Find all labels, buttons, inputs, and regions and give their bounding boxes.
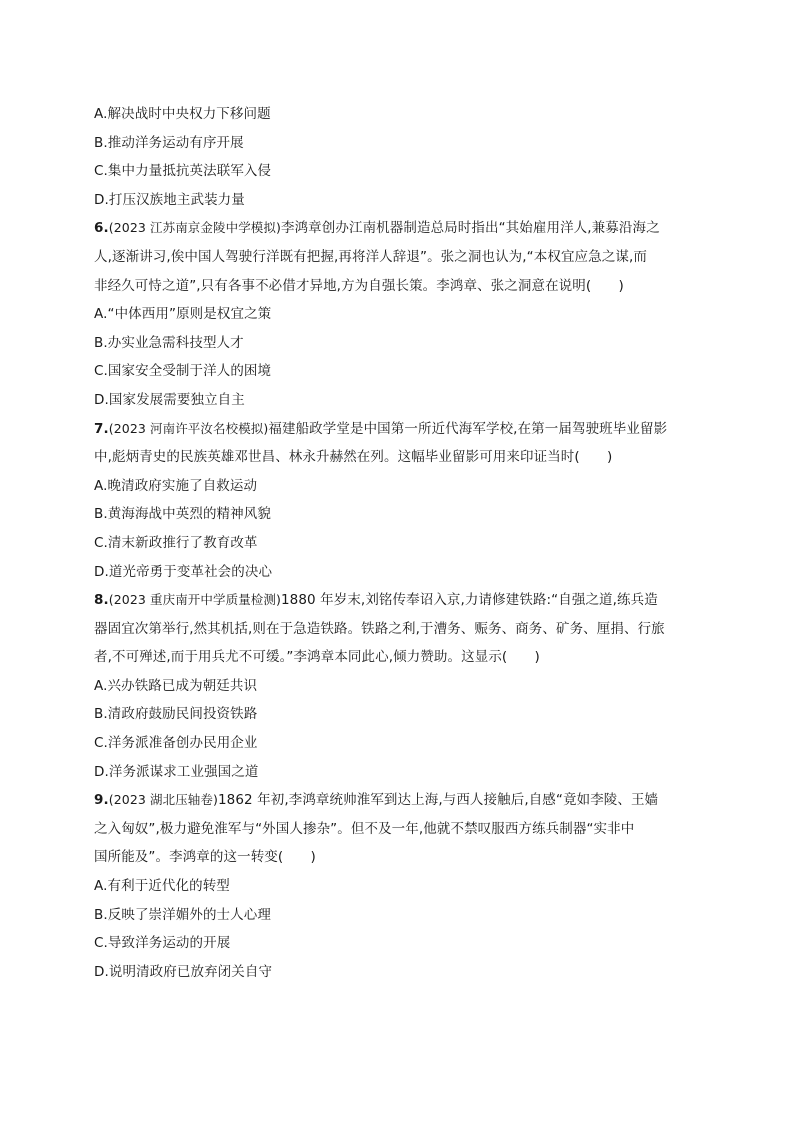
q5-option-a: A.解决战时中央权力下移问题 [94, 106, 271, 122]
q8-stem-line-3: 者,不可殚述,而于用兵尤不可缓。”李鸿章本同此心,倾力赞助。这显示( ) [94, 649, 540, 666]
q6-number: 6. [94, 220, 109, 237]
q9-option-b: B.反映了崇洋媚外的士人心理 [94, 906, 271, 923]
q9-option-c: C.导致洋务运动的开展 [94, 935, 231, 952]
q8-option-a: A.兴办铁路已成为朝廷共识 [94, 677, 258, 694]
q8-option-b: B.清政府鼓励民间投资铁路 [94, 706, 258, 723]
q6-stem-line-2: 人,逐渐讲习,俟中国人驾驶行洋既有把握,再将洋人辞退”。张之洞也认为,“本权宜应急之谋,而 [94, 248, 647, 265]
q6-option-b: B.办实业急需科技型人才 [94, 334, 244, 351]
question-5-options [94, 100, 698, 214]
q8-stem-text-1: 1880 年岁末,刘铭传奉诏入京,力请修建铁路:“自强之道,练兵造 [280, 592, 658, 609]
q6-source: (2023 江苏南京金陵中学模拟) [108, 220, 281, 236]
question-8 [94, 586, 698, 786]
q6-option-c: C.国家安全受制于洋人的困境 [94, 363, 272, 380]
question-6 [94, 214, 698, 414]
q8-stem-line-1 [94, 586, 698, 615]
q7-option-b: B.黄海海战中英烈的精神风貌 [94, 506, 271, 523]
q7-option-a: A.晚清政府实施了自救运动 [94, 477, 258, 494]
q8-stem-line-2: 器固宜次第举行,然其机括,则在于急造铁路。铁路之利,于漕务、赈务、商务、矿务、厘捐、行旅 [94, 620, 665, 637]
q7-number: 7. [94, 420, 109, 437]
q5-option-d: D.打压汉族地主武装力量 [94, 191, 245, 208]
q7-source: (2023 河南许平汝名校模拟) [108, 420, 269, 436]
q8-source: (2023 重庆南开中学质量检测) [108, 592, 281, 608]
q9-source: (2023 湖北压轴卷) [108, 792, 218, 808]
question-9 [94, 786, 698, 986]
q6-stem-text-1: 李鸿章创办江南机器制造总局时指出“其始雇用洋人,兼募沿海之 [280, 220, 660, 237]
q6-stem-line-1 [94, 214, 698, 243]
q7-option-d: D.道光帝勇于变革社会的决心 [94, 563, 273, 580]
q7-stem-line-2: 中,彪炳青史的民族英雄邓世昌、林永升赫然在列。这幅毕业留影可用来印证当时( ) [94, 449, 613, 466]
q9-stem-line-2: 之入匈奴”,极力避免淮军与“外国人掺杂”。但不及一年,他就不禁叹服西方练兵制器“实非中 [94, 820, 635, 837]
q9-stem-line-1 [94, 786, 698, 815]
q6-stem-line-3: 非经久可恃之道”,只有各事不必借才异地,方为自强长策。李鸿章、张之洞意在说明( ) [94, 277, 624, 294]
q7-stem-line-1 [94, 415, 698, 444]
q5-option-c: C.集中力量抵抗英法联军入侵 [94, 163, 272, 180]
q5-option-b: B.推动洋务运动有序开展 [94, 134, 244, 151]
question-7 [94, 415, 698, 587]
q7-stem-text-1: 福建船政学堂是中国第一所近代海军学校,在第一届驾驶班毕业留影 [268, 420, 668, 437]
q7-option-c: C.清末新政推行了教育改革 [94, 534, 258, 551]
q6-option-a: A.“中体西用”原则是权宜之策 [94, 306, 272, 323]
q9-stem-line-3: 国所能及”。李鸿章的这一转变( ) [94, 849, 316, 866]
q9-option-d: D.说明清政府已放弃闭关自守 [94, 963, 273, 980]
q9-stem-text-1: 1862 年初,李鸿章统帅淮军到达上海,与西人接触后,自感“竟如李陵、王嫱 [217, 792, 659, 809]
q9-number: 9. [94, 792, 109, 809]
q8-option-c: C.洋务派准备创办民用企业 [94, 735, 258, 752]
q8-option-d: D.洋务派谋求工业强国之道 [94, 763, 259, 780]
q9-option-a: A.有利于近代化的转型 [94, 878, 230, 895]
q8-number: 8. [94, 592, 109, 609]
q6-option-d: D.国家发展需要独立自主 [94, 391, 245, 408]
